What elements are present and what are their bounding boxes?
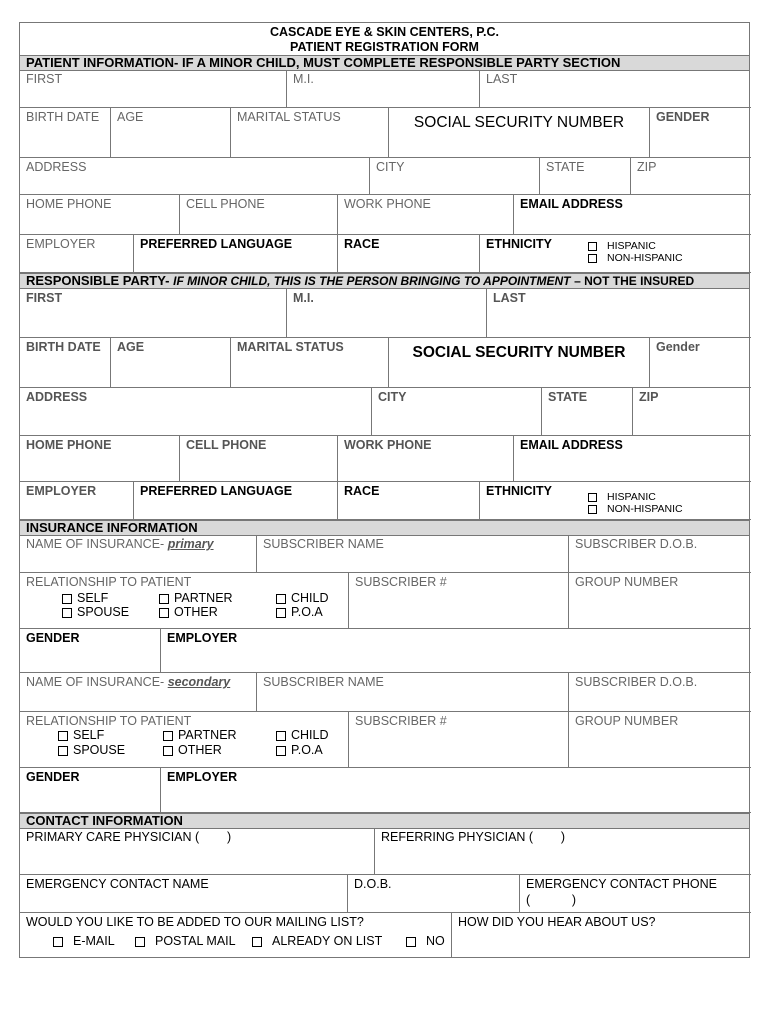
checkbox-icon xyxy=(276,594,286,604)
email-label: EMAIL ADDRESS xyxy=(520,197,623,211)
mi-label: M.I. xyxy=(293,72,314,86)
cell-phone-label: CELL PHONE xyxy=(186,197,265,211)
checkbox-icon xyxy=(588,493,597,502)
primary-group-no-field[interactable] xyxy=(569,573,751,629)
resp-email-field[interactable] xyxy=(514,436,751,482)
checkbox-icon xyxy=(252,937,262,947)
city-label: CITY xyxy=(378,390,407,404)
group-no-label: GROUP NUMBER xyxy=(575,575,679,589)
email-label: EMAIL ADDRESS xyxy=(520,438,623,452)
secondary-insurance-name-field[interactable] xyxy=(20,673,257,712)
insurance-type-label: secondary xyxy=(167,675,231,689)
option-label: OTHER xyxy=(178,743,222,757)
primary-subscriber-dob-field[interactable] xyxy=(569,535,751,573)
city-label: CITY xyxy=(376,160,405,174)
primary-child-checkbox[interactable] xyxy=(276,591,329,605)
gender-label: Gender xyxy=(656,340,700,354)
secondary-child-checkbox[interactable] xyxy=(276,728,329,742)
gender-label: GENDER xyxy=(656,110,710,124)
patient-ssn-field[interactable] xyxy=(389,108,650,158)
company-name: CASCADE EYE & SKIN CENTERS, P.C. xyxy=(270,25,499,39)
age-label: AGE xyxy=(117,340,145,354)
patient-mi-field[interactable] xyxy=(287,70,480,108)
pcp-label: PRIMARY CARE PHYSICIAN ( ) xyxy=(26,830,232,844)
option-label: SPOUSE xyxy=(77,605,130,619)
option-label: SELF xyxy=(77,591,109,605)
patient-section-header: PATIENT INFORMATION- IF A MINOR CHILD, MUST COMPLETE RESPONSIBLE PARTY SECTION xyxy=(20,55,749,71)
non-hispanic-label: NON-HISPANIC xyxy=(607,252,683,264)
primary-subscriber-no-field[interactable] xyxy=(349,573,569,629)
patient-cell-phone-field[interactable] xyxy=(180,195,338,235)
resp-cell-phone-field[interactable] xyxy=(180,436,338,482)
checkbox-icon xyxy=(588,254,597,263)
patient-zip-field[interactable] xyxy=(631,158,751,195)
language-label: PREFERRED LANGUAGE xyxy=(140,237,293,251)
primary-other-checkbox[interactable] xyxy=(159,605,218,619)
hispanic-label: HISPANIC xyxy=(607,491,656,503)
resp-city-field[interactable] xyxy=(372,388,542,436)
birth-date-label: BIRTH DATE xyxy=(26,110,100,124)
subscriber-no-label: SUBSCRIBER # xyxy=(355,575,447,589)
hear-about-us-field[interactable] xyxy=(452,913,751,958)
primary-gender-field[interactable] xyxy=(20,629,161,673)
address-label: ADDRESS xyxy=(26,390,88,404)
mailing-no-checkbox[interactable] xyxy=(406,934,445,948)
resp-mi-field[interactable] xyxy=(287,289,487,338)
checkbox-icon xyxy=(62,608,72,618)
emergency-name-label: EMERGENCY CONTACT NAME xyxy=(26,877,209,891)
option-label: POSTAL MAIL xyxy=(155,934,236,948)
checkbox-icon xyxy=(276,608,286,618)
mailing-already-checkbox[interactable] xyxy=(252,934,382,948)
birth-date-label: BIRTH DATE xyxy=(26,340,101,354)
emergency-phone-label: EMERGENCY CONTACT PHONE xyxy=(526,877,717,891)
relationship-label: RELATIONSHIP TO PATIENT xyxy=(26,575,192,589)
primary-employer-field[interactable] xyxy=(161,629,751,673)
resp-age-field[interactable] xyxy=(111,338,231,388)
checkbox-icon xyxy=(406,937,416,947)
work-phone-label: WORK PHONE xyxy=(344,197,431,211)
option-label: E-MAIL xyxy=(73,934,115,948)
patient-home-phone-field[interactable] xyxy=(20,195,180,235)
referring-physician-field[interactable] xyxy=(375,828,751,875)
patient-state-field[interactable] xyxy=(540,158,631,195)
employer-label: EMPLOYER xyxy=(26,237,96,251)
resp-gender-field[interactable] xyxy=(650,338,751,388)
emergency-dob-field[interactable] xyxy=(348,875,520,913)
home-phone-label: HOME PHONE xyxy=(26,438,112,452)
resp-hispanic-checkbox[interactable] xyxy=(588,491,656,503)
responsible-title: RESPONSIBLE PARTY- xyxy=(26,273,170,288)
emergency-phone-field[interactable] xyxy=(520,875,751,913)
checkbox-icon xyxy=(588,242,597,251)
age-label: AGE xyxy=(117,110,144,124)
option-label: P.O.A xyxy=(291,743,323,757)
primary-partner-checkbox[interactable] xyxy=(159,591,233,605)
patient-gender-field[interactable] xyxy=(650,108,751,158)
primary-insurance-name-field[interactable] xyxy=(20,535,257,573)
responsible-section-header xyxy=(20,273,749,289)
employer-label: EMPLOYER xyxy=(26,484,97,498)
subscriber-name-label: SUBSCRIBER NAME xyxy=(263,537,384,551)
secondary-other-checkbox[interactable] xyxy=(163,743,222,757)
checkbox-icon xyxy=(163,746,173,756)
ssn-label: SOCIAL SECURITY NUMBER xyxy=(413,114,625,131)
state-label: STATE xyxy=(546,160,585,174)
checkbox-icon xyxy=(159,608,169,618)
checkbox-icon xyxy=(159,594,169,604)
option-label: OTHER xyxy=(174,605,218,619)
checkbox-icon xyxy=(276,731,286,741)
non-hispanic-label: NON-HISPANIC xyxy=(607,503,683,515)
patient-email-field[interactable] xyxy=(514,195,751,235)
mailing-question: WOULD YOU LIKE TO BE ADDED TO OUR MAILING LIST? xyxy=(26,915,364,929)
employer-label: EMPLOYER xyxy=(167,770,238,784)
patient-language-field[interactable] xyxy=(134,235,338,273)
option-label: PARTNER xyxy=(178,728,237,742)
last-label: LAST xyxy=(493,291,526,305)
checkbox-icon xyxy=(53,937,63,947)
cell-phone-label: CELL PHONE xyxy=(186,438,267,452)
work-phone-label: WORK PHONE xyxy=(344,438,432,452)
checkbox-icon xyxy=(276,746,286,756)
checkbox-icon xyxy=(62,594,72,604)
patient-address-field[interactable] xyxy=(20,158,370,195)
pcp-field[interactable] xyxy=(20,828,375,875)
form-title: PATIENT REGISTRATION FORM xyxy=(290,40,479,54)
zip-label: ZIP xyxy=(639,390,659,404)
checkbox-icon xyxy=(163,731,173,741)
zip-label: ZIP xyxy=(637,160,657,174)
secondary-subscriber-name-field[interactable] xyxy=(257,673,569,712)
insurance-section-header: INSURANCE INFORMATION xyxy=(20,520,749,536)
patient-employer-field[interactable] xyxy=(20,235,134,273)
mailing-postal-checkbox[interactable] xyxy=(135,934,236,948)
resp-birthdate-field[interactable] xyxy=(20,338,111,388)
secondary-employer-field[interactable] xyxy=(161,768,751,813)
checkbox-icon xyxy=(588,505,597,514)
patient-non-hispanic-checkbox[interactable] xyxy=(588,252,683,264)
primary-spouse-checkbox[interactable] xyxy=(62,605,129,619)
primary-self-checkbox[interactable] xyxy=(62,591,108,605)
emergency-contact-name-field[interactable] xyxy=(20,875,348,913)
resp-last-field[interactable] xyxy=(487,289,751,338)
ethnicity-label: ETHNICITY xyxy=(486,237,552,251)
contact-section-header: CONTACT INFORMATION xyxy=(20,813,749,829)
race-label: RACE xyxy=(344,484,380,498)
secondary-subscriber-no-field[interactable] xyxy=(349,712,569,768)
resp-language-field[interactable] xyxy=(134,482,338,520)
insurance-type-label: primary xyxy=(167,537,214,551)
responsible-note: IF MINOR CHILD, THIS IS THE PERSON BRINGING TO APPOINTMENT xyxy=(173,274,571,288)
resp-race-field[interactable] xyxy=(338,482,480,520)
patient-work-phone-field[interactable] xyxy=(338,195,514,235)
option-label: NO xyxy=(426,934,445,948)
address-label: ADDRESS xyxy=(26,160,87,174)
last-label: LAST xyxy=(486,72,518,86)
subscriber-name-label: SUBSCRIBER NAME xyxy=(263,675,384,689)
subscriber-dob-label: SUBSCRIBER D.O.B. xyxy=(575,537,698,551)
marital-label: MARITAL STATUS xyxy=(237,110,341,124)
marital-label: MARITAL STATUS xyxy=(237,340,344,354)
resp-zip-field[interactable] xyxy=(633,388,751,436)
secondary-group-no-field[interactable] xyxy=(569,712,751,768)
secondary-poa-checkbox[interactable] xyxy=(276,743,323,757)
patient-hispanic-checkbox[interactable] xyxy=(588,240,656,252)
patient-first-field[interactable] xyxy=(20,70,287,108)
secondary-subscriber-dob-field[interactable] xyxy=(569,673,751,712)
option-label: ALREADY ON LIST xyxy=(272,934,383,948)
responsible-tail: – NOT THE INSURED xyxy=(574,274,695,288)
mailing-email-checkbox[interactable] xyxy=(53,934,115,948)
option-label: CHILD xyxy=(291,591,329,605)
resp-marital-field[interactable] xyxy=(231,338,389,388)
mi-label: M.I. xyxy=(293,291,314,305)
primary-subscriber-name-field[interactable] xyxy=(257,535,569,573)
first-label: FIRST xyxy=(26,72,63,86)
option-label: PARTNER xyxy=(174,591,233,605)
patient-birthdate-field[interactable] xyxy=(20,108,111,158)
checkbox-icon xyxy=(58,746,68,756)
hispanic-label: HISPANIC xyxy=(607,240,656,252)
resp-non-hispanic-checkbox[interactable] xyxy=(588,503,683,515)
language-label: PREFERRED LANGUAGE xyxy=(140,484,293,498)
hear-question: HOW DID YOU HEAR ABOUT US? xyxy=(458,915,656,929)
insurance-name-label: NAME OF INSURANCE- xyxy=(26,675,165,689)
patient-race-field[interactable] xyxy=(338,235,480,273)
relationship-label: RELATIONSHIP TO PATIENT xyxy=(26,714,192,728)
primary-poa-checkbox[interactable] xyxy=(276,605,323,619)
option-label: CHILD xyxy=(291,728,329,742)
registration-form xyxy=(19,22,750,958)
race-label: RACE xyxy=(344,237,380,251)
patient-city-field[interactable] xyxy=(370,158,540,195)
ethnicity-label: ETHNICITY xyxy=(486,484,552,498)
secondary-self-checkbox[interactable] xyxy=(58,728,104,742)
ssn-label: SOCIAL SECURITY NUMBER xyxy=(412,344,626,361)
dob-label: D.O.B. xyxy=(354,877,392,891)
option-label: SPOUSE xyxy=(73,743,126,757)
insurance-name-label: NAME OF INSURANCE- xyxy=(26,537,165,551)
resp-employer-field[interactable] xyxy=(20,482,134,520)
employer-label: EMPLOYER xyxy=(167,631,238,645)
patient-marital-field[interactable] xyxy=(231,108,389,158)
patient-age-field[interactable] xyxy=(111,108,231,158)
subscriber-no-label: SUBSCRIBER # xyxy=(355,714,447,728)
resp-address-field[interactable] xyxy=(20,388,372,436)
resp-state-field[interactable] xyxy=(542,388,633,436)
checkbox-icon xyxy=(135,937,145,947)
subscriber-dob-label: SUBSCRIBER D.O.B. xyxy=(575,675,698,689)
state-label: STATE xyxy=(548,390,588,404)
secondary-spouse-checkbox[interactable] xyxy=(58,743,125,757)
group-no-label: GROUP NUMBER xyxy=(575,714,679,728)
resp-ssn-field[interactable] xyxy=(389,338,650,388)
patient-last-field[interactable] xyxy=(480,70,751,108)
first-label: FIRST xyxy=(26,291,63,305)
checkbox-icon xyxy=(58,731,68,741)
option-label: SELF xyxy=(73,728,105,742)
secondary-partner-checkbox[interactable] xyxy=(163,728,237,742)
referring-label: REFERRING PHYSICIAN ( ) xyxy=(381,830,566,844)
option-label: P.O.A xyxy=(291,605,323,619)
gender-label: GENDER xyxy=(26,770,80,784)
home-phone-label: HOME PHONE xyxy=(26,197,112,211)
resp-first-field[interactable] xyxy=(20,289,287,338)
resp-home-phone-field[interactable] xyxy=(20,436,180,482)
phone-parens: ( ) xyxy=(526,893,576,907)
resp-work-phone-field[interactable] xyxy=(338,436,514,482)
gender-label: GENDER xyxy=(26,631,80,645)
secondary-gender-field[interactable] xyxy=(20,768,161,813)
